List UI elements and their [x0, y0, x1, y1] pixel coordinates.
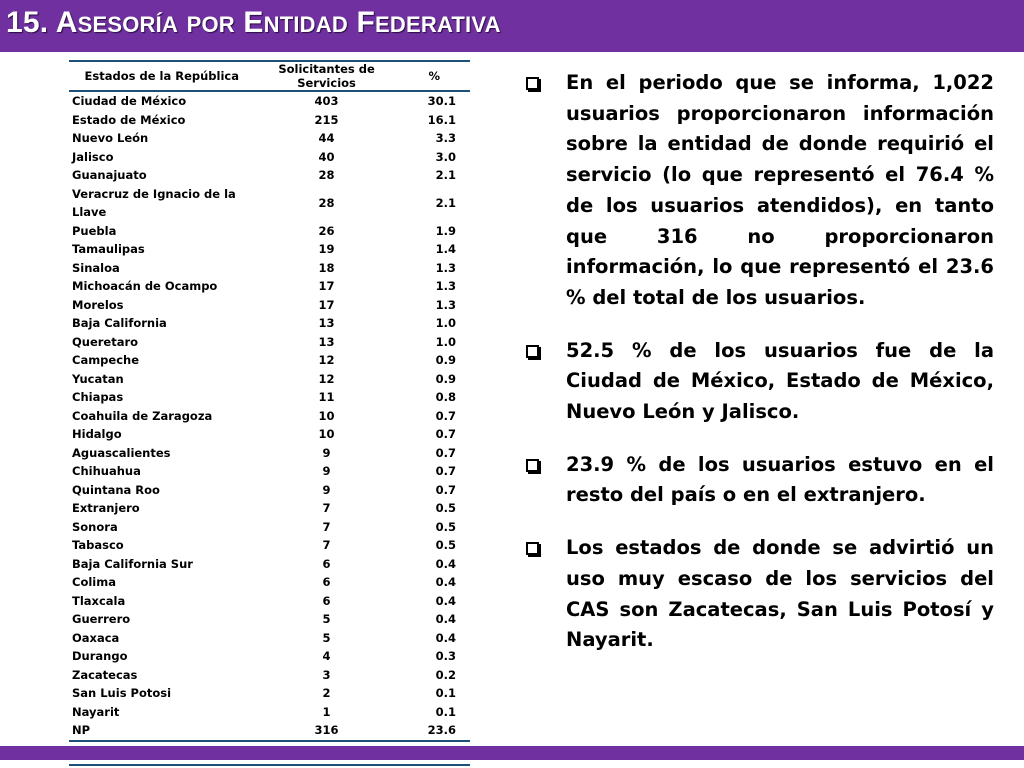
- percent-cell: 0.5: [435, 501, 456, 515]
- applicants-cell: 7: [322, 538, 331, 552]
- applicants-cell: 44: [318, 131, 335, 145]
- percent-cell: 1.4: [435, 242, 456, 256]
- applicants-cell: 18: [318, 260, 335, 275]
- percent-cell: 23.6: [427, 723, 456, 737]
- applicants-cell: 6: [322, 556, 331, 571]
- title-word-2: POR: [186, 12, 235, 37]
- state-cell: Extranjero: [72, 501, 140, 515]
- footer-bar: [0, 746, 1024, 760]
- bullet-item: [526, 450, 994, 511]
- state-cell: Tamaulipas: [72, 242, 145, 256]
- applicants-cell: 17: [318, 297, 335, 312]
- state-cell: Tabasco: [72, 538, 124, 552]
- applicants-cell: 40: [318, 149, 335, 164]
- table-row: [69, 351, 470, 370]
- state-cell: Michoacán de Ocampo: [72, 279, 218, 293]
- checkbox-bullet-icon: [526, 77, 539, 90]
- bullet-item: [526, 68, 994, 314]
- table-row: [69, 240, 470, 259]
- percent-cell: 1.0: [435, 316, 456, 330]
- applicants-cell: 6: [322, 575, 331, 589]
- bullet-text: 52.5 % de los usuarios fue de la Ciudad de México, Estado de México, Nuevo León y Jalisco.: [566, 338, 994, 424]
- table-row: [69, 277, 470, 296]
- title-word-4: FEDERATIVA: [356, 6, 501, 39]
- table-row: [69, 721, 470, 741]
- table-row: [69, 555, 470, 574]
- table-row: [69, 647, 470, 666]
- percent-cell: 1.9: [435, 223, 456, 238]
- applicants-cell: 5: [322, 630, 331, 645]
- applicants-cell: 215: [314, 112, 339, 127]
- state-cell: Zacatecas: [72, 667, 138, 682]
- table-header-row: [69, 61, 470, 91]
- percent-cell: 0.4: [435, 556, 456, 571]
- state-cell: Coahuila de Zaragoza: [72, 408, 213, 423]
- percent-cell: 30.1: [427, 94, 456, 108]
- applicants-cell: 10: [318, 408, 335, 423]
- state-cell: Tlaxcala: [72, 593, 126, 608]
- state-cell: Guerrero: [72, 612, 131, 626]
- table-row: [69, 481, 470, 500]
- applicants-cell: 19: [318, 242, 335, 256]
- state-cell: Baja California: [72, 316, 167, 330]
- applicants-cell: 6: [322, 593, 331, 608]
- percent-cell: 0.4: [435, 593, 456, 608]
- percent-cell: 0.5: [435, 538, 456, 552]
- state-cell: Jalisco: [72, 149, 114, 164]
- applicants-cell: 13: [318, 316, 335, 330]
- percent-cell: 16.1: [427, 112, 456, 127]
- table-row: [69, 407, 470, 426]
- table-row: [69, 425, 470, 444]
- table-row: [69, 185, 470, 222]
- state-cell: San Luis Potosi: [72, 686, 172, 700]
- percent-cell: 0.2: [435, 667, 456, 682]
- applicants-cell: 11: [318, 390, 335, 404]
- state-table-container: [69, 60, 470, 766]
- state-cell: Chihuahua: [72, 464, 141, 478]
- percent-cell: 1.3: [435, 297, 456, 312]
- percent-cell: 3.3: [435, 131, 456, 145]
- state-cell: Hidalgo: [72, 427, 122, 441]
- applicants-cell: 7: [322, 501, 331, 515]
- applicants-cell: 403: [314, 94, 339, 108]
- applicants-cell: 10: [318, 427, 335, 441]
- table-row: [69, 314, 470, 333]
- state-cell: Baja California Sur: [72, 556, 193, 571]
- table-row: [69, 499, 470, 518]
- table-row: [69, 388, 470, 407]
- table-row: [69, 629, 470, 648]
- title-word-3: ENTIDAD: [243, 6, 348, 39]
- percent-cell: 0.5: [435, 519, 456, 534]
- percent-cell: 0.7: [435, 445, 456, 460]
- table-row: [69, 518, 470, 537]
- table-row: [69, 370, 470, 389]
- percent-cell: 1.0: [435, 334, 456, 349]
- applicants-cell: 1: [322, 704, 331, 719]
- percent-cell: 0.9: [435, 371, 456, 386]
- applicants-cell: 26: [318, 223, 335, 238]
- percent-cell: 1.3: [435, 260, 456, 275]
- state-cell: Queretaro: [72, 334, 139, 349]
- percent-cell: 0.4: [435, 612, 456, 626]
- slide-number: 15.: [6, 6, 49, 39]
- state-cell: NP: [72, 723, 91, 737]
- table-row: [69, 333, 470, 352]
- table-row: [69, 536, 470, 555]
- percent-cell: 0.7: [435, 427, 456, 441]
- applicants-cell: 316: [314, 723, 339, 737]
- state-cell: Nuevo León: [72, 131, 149, 145]
- applicants-cell: 28: [318, 195, 335, 210]
- applicants-cell: 7: [322, 519, 331, 534]
- bullet-text: Los estados de donde se advirtió un uso muy escaso de los servicios del CAS son Zacatecas, San Luis Potosí y Nayarit.: [566, 536, 994, 652]
- state-cell: Sonora: [72, 519, 118, 534]
- percent-cell: 3.0: [435, 149, 456, 164]
- table-row: [69, 296, 470, 315]
- applicants-cell: 12: [318, 353, 335, 367]
- table-row: [69, 91, 470, 111]
- state-cell: Nayarit: [72, 704, 120, 719]
- checkbox-bullet-icon: [526, 459, 539, 472]
- table-row: [69, 129, 470, 148]
- column-header-state: Estados de la República: [84, 69, 239, 83]
- table-row: [69, 573, 470, 592]
- percent-cell: 0.7: [435, 408, 456, 423]
- applicants-cell: 12: [318, 371, 335, 386]
- applicants-cell: 2: [322, 686, 331, 700]
- state-table: [69, 60, 470, 766]
- applicants-cell: 9: [322, 445, 331, 460]
- column-header-percent: %: [428, 69, 441, 83]
- bullet-text: En el periodo que se informa, 1,022 usuarios proporcionaron información sobre la entidad de donde requirió el servicio (lo que representó el 76.4 % de los usuarios atendidos), en tanto que 316 no proporcionaron información, lo que representó el 23.6 % del total de los usuarios.: [566, 71, 994, 309]
- table-row: [69, 703, 470, 722]
- percent-cell: 0.1: [435, 704, 456, 719]
- state-cell: Ciudad de México: [72, 94, 187, 108]
- percent-cell: 0.7: [435, 482, 456, 497]
- checkbox-bullet-icon: [526, 542, 539, 555]
- percent-cell: 1.3: [435, 279, 456, 293]
- table-body: [69, 91, 470, 741]
- percent-cell: 2.1: [435, 195, 456, 210]
- state-cell: Yucatan: [72, 371, 124, 386]
- column-header-applicants: Solicitantes de Servicios: [278, 62, 375, 90]
- state-cell: Estado de México: [72, 112, 186, 127]
- table-row: [69, 610, 470, 629]
- applicants-cell: 4: [322, 649, 331, 663]
- percent-cell: 0.3: [435, 649, 456, 663]
- percent-cell: 0.9: [435, 353, 456, 367]
- applicants-cell: 5: [322, 612, 331, 626]
- state-cell: Veracruz de Ignacio de la Llave: [72, 186, 236, 219]
- table-row: [69, 684, 470, 703]
- state-cell: Chiapas: [72, 390, 124, 404]
- table-row: [69, 148, 470, 167]
- percent-cell: 0.8: [435, 390, 456, 404]
- table-row: [69, 666, 470, 685]
- state-cell: Sinaloa: [72, 260, 120, 275]
- state-cell: Quintana Roo: [72, 482, 160, 497]
- table-row: [69, 444, 470, 463]
- applicants-cell: 17: [318, 279, 335, 293]
- title-bar: [0, 0, 1024, 52]
- percent-cell: 2.1: [435, 168, 456, 182]
- table-row: [69, 592, 470, 611]
- applicants-cell: 13: [318, 334, 335, 349]
- bullet-text: 23.9 % de los usuarios estuvo en el resto del país o en el extranjero.: [566, 452, 994, 507]
- table-row: [69, 259, 470, 278]
- percent-cell: 0.7: [435, 464, 456, 478]
- applicants-cell: 28: [318, 168, 335, 182]
- state-cell: Campeche: [72, 353, 140, 367]
- table-row: [69, 222, 470, 241]
- applicants-cell: 9: [322, 464, 331, 478]
- applicants-cell: 3: [322, 667, 331, 682]
- checkbox-bullet-icon: [526, 345, 539, 358]
- state-cell: Morelos: [72, 297, 124, 312]
- state-cell: Durango: [72, 649, 128, 663]
- percent-cell: 0.4: [435, 575, 456, 589]
- state-cell: Puebla: [72, 223, 117, 238]
- table-row: [69, 111, 470, 130]
- state-cell: Colima: [72, 575, 116, 589]
- bullet-item: [526, 533, 994, 656]
- table-row: [69, 462, 470, 481]
- bullet-list: [526, 68, 994, 678]
- state-cell: Guanajuato: [72, 168, 147, 182]
- applicants-cell: 9: [322, 482, 331, 497]
- slide-title: [6, 6, 501, 40]
- table-row: [69, 166, 470, 185]
- state-cell: Aguascalientes: [72, 445, 171, 460]
- percent-cell: 0.4: [435, 630, 456, 645]
- percent-cell: 0.1: [435, 686, 456, 700]
- state-cell: Oaxaca: [72, 630, 120, 645]
- title-word-1: ASESORÍA: [55, 6, 179, 39]
- bullet-item: [526, 336, 994, 428]
